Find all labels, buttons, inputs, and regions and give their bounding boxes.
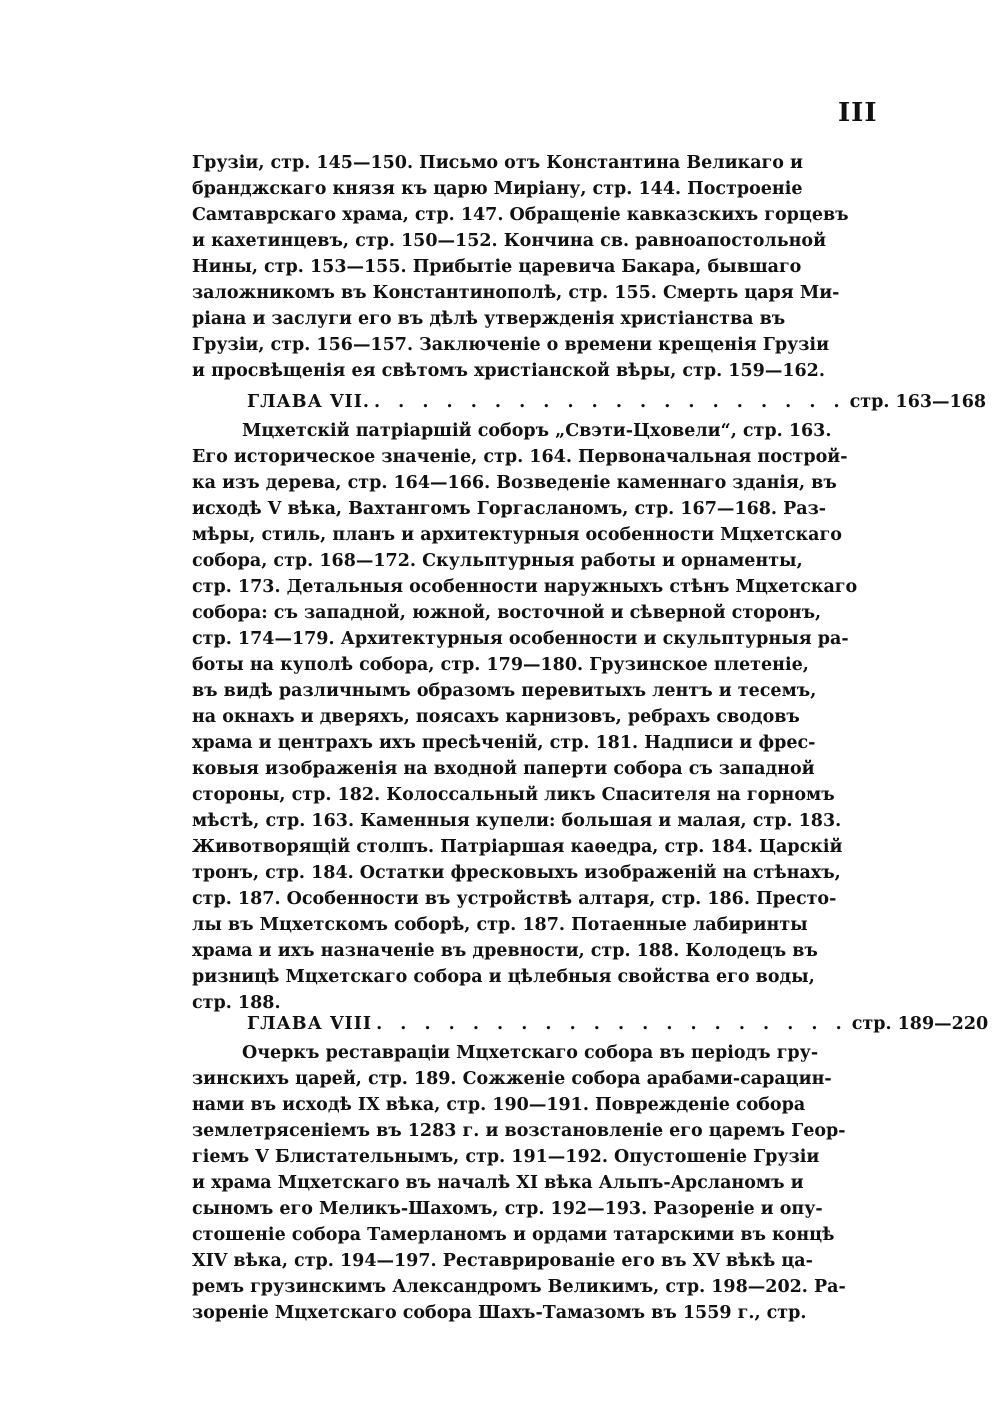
leader-dots: . . . . . . . . . . . . . . . . . . . . xyxy=(374,392,846,412)
text-line: лы въ Мцхетскомъ соборѣ, стр. 187. Потаенные лабиринты xyxy=(192,915,808,935)
text-line: стороны, стр. 182. Колоссальный ликъ Спасителя на горномъ xyxy=(192,785,835,805)
text-line: въ видѣ различнымъ образомъ перевитыхъ лентъ и тесемъ, xyxy=(192,681,817,701)
text-line: землетрясеніемъ въ 1283 г. и возстановленіе его царемъ Геор- xyxy=(192,1121,846,1141)
chapter-7-summary xyxy=(192,418,858,1016)
text-line: ризницѣ Мцхетскаго собора и цѣлебныя свойства его воды, xyxy=(192,967,815,987)
chapter-title: ГЛАВА VIII xyxy=(247,1014,373,1034)
text-line: и храма Мцхетскаго въ началѣ XI вѣка Альпъ-Арсланомъ и xyxy=(192,1173,804,1193)
text-line: Мцхетскій патріаршій соборъ „Свэти-Цховели“, стр. 163. xyxy=(242,421,832,441)
text-line: зореніе Мцхетскаго собора Шахъ-Тамазомъ въ 1559 г., стр. xyxy=(192,1303,807,1323)
text-line: собора, стр. 168—172. Скульптурныя работы и орнаменты, xyxy=(192,551,803,571)
text-line: Нины, стр. 153—155. Прибытіе царевича Бакара, бывшаго xyxy=(192,257,802,277)
text-line: и кахетинцевъ, стр. 150—152. Кончина св. равноапостольной xyxy=(192,231,827,251)
leader-dots: . . . . . . . . . . . . . . . . . . . . xyxy=(376,1014,848,1034)
text-line: мѣстѣ, стр. 163. Каменныя купели: большая и малая, стр. 183. xyxy=(192,811,842,831)
text-line: зинскихъ царей, стр. 189. Сожженіе собора арабами-сарацин- xyxy=(192,1069,832,1089)
text-line: Самтаврскаго храма, стр. 147. Обращеніе кавказскихъ горцевъ xyxy=(192,205,849,225)
text-line: гіемъ V Блистательнымъ, стр. 191—192. Опустошеніе Грузіи xyxy=(192,1147,820,1167)
text-line: заложникомъ въ Константинополѣ, стр. 155. Смерть царя Ми- xyxy=(192,283,840,303)
text-line: стр. 174—179. Архитектурныя особенности и скульптурныя ра- xyxy=(192,629,849,649)
text-line: Его историческое значеніе, стр. 164. Первоначальная построй- xyxy=(192,447,848,467)
text-line: стошеніе собора Тамерланомъ и ордами татарскими въ концѣ xyxy=(192,1225,835,1245)
text-line: стр. 188. xyxy=(192,993,281,1013)
chapter-pages: стр. 163—168 xyxy=(849,392,987,412)
paragraph-continuation xyxy=(192,150,849,384)
page-number: III xyxy=(838,98,878,128)
text-line: Животворящій столпъ. Патріаршая каѳедра, стр. 184. Царскій xyxy=(192,837,843,857)
chapter-heading-7 xyxy=(192,388,987,416)
text-line: ка изъ дерева, стр. 164—166. Возведеніе каменнаго зданія, въ xyxy=(192,473,837,493)
text-line: на окнахъ и дверяхъ, поясахъ карнизовъ, ребрахъ сводовъ xyxy=(192,707,800,727)
text-line: ковыя изображенія на входной паперти собора съ западной xyxy=(192,759,815,779)
text-line: храма и центрахъ ихъ пресѣченій, стр. 181. Надписи и фрес- xyxy=(192,733,816,753)
text-line: собора: съ западной, южной, восточной и сѣверной сторонъ, xyxy=(192,603,822,623)
chapter-heading-8 xyxy=(192,1010,989,1038)
text-line: ріана и заслуги его въ дѣлѣ утвержденія христіанства въ xyxy=(192,309,786,329)
text-line: ремъ грузинскимъ Александромъ Великимъ, стр. 198—202. Ра- xyxy=(192,1277,846,1297)
text-line: бранджскаго князя къ царю Миріану, стр. 144. Построеніе xyxy=(192,179,803,199)
text-line: стр. 187. Особенности въ устройствѣ алтаря, стр. 186. Престо- xyxy=(192,889,837,909)
chapter-pages: стр. 189—220 xyxy=(851,1014,989,1034)
text-line: Грузіи, стр. 156—157. Заключеніе о времени крещенія Грузіи xyxy=(192,335,830,355)
text-line: XIV вѣка, стр. 194—197. Реставрированіе его въ XV вѣкѣ ца- xyxy=(192,1251,813,1271)
text-line: исходѣ V вѣка, Вахтангомъ Горгасланомъ, стр. 167—168. Раз- xyxy=(192,499,827,519)
text-line: Грузіи, стр. 145—150. Письмо отъ Константина Великаго и xyxy=(192,153,804,173)
text-line: боты на куполѣ собора, стр. 179—180. Грузинское плетеніе, xyxy=(192,655,809,675)
chapter-8-summary xyxy=(192,1040,846,1326)
chapter-title: ГЛАВА VII. xyxy=(247,392,370,412)
text-line: мѣры, стиль, планъ и архитектурныя особенности Мцхетскаго xyxy=(192,525,842,545)
text-line: нами въ исходѣ IX вѣка, стр. 190—191. Поврежденіе собора xyxy=(192,1095,806,1115)
text-line: Очеркъ реставраціи Мцхетскаго собора въ періодъ гру- xyxy=(242,1043,819,1063)
text-line: и просвѣщенія ея свѣтомъ христіанской вѣры, стр. 159—162. xyxy=(192,361,825,381)
text-line: храма и ихъ назначеніе въ древности, стр. 188. Колодецъ въ xyxy=(192,941,818,961)
text-line: тронъ, стр. 184. Остатки фресковыхъ изображеній на стѣнахъ, xyxy=(192,863,841,883)
text-line: сыномъ его Меликъ-Шахомъ, стр. 192—193. Разореніе и опу- xyxy=(192,1199,823,1219)
text-line: стр. 173. Детальныя особенности наружныхъ стѣнъ Мцхетскаго xyxy=(192,577,858,597)
